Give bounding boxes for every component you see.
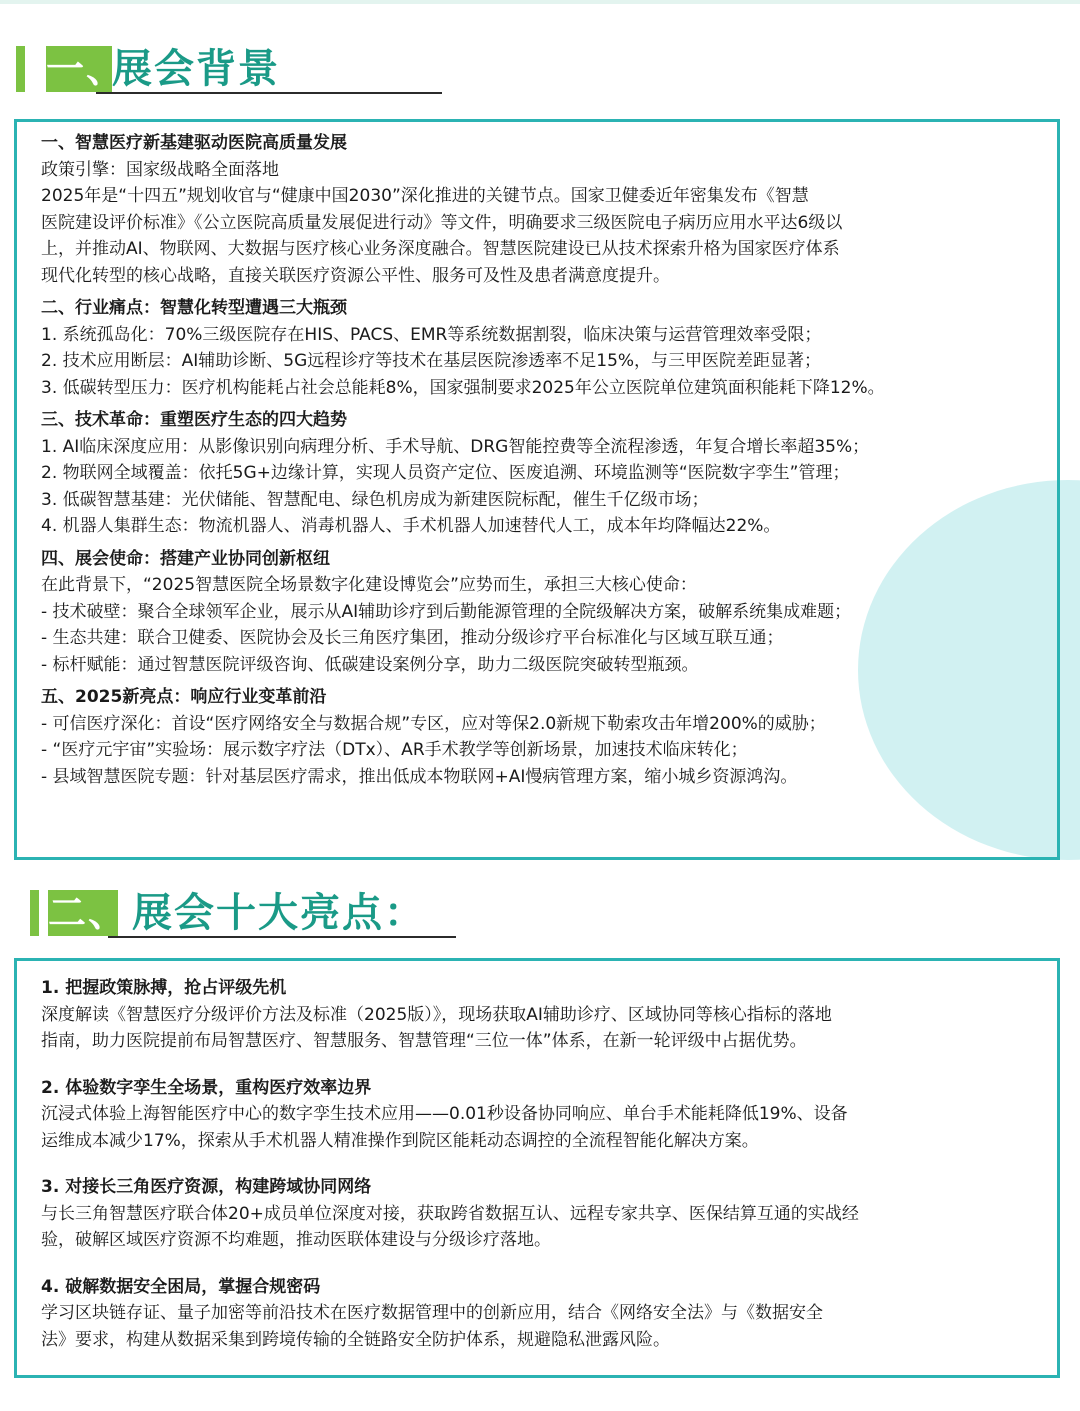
text-line: 学习区块链存证、量子加密等前沿技术在医疗数据管理中的创新应用，结合《网络安全法》与《数据安全	[41, 1303, 823, 1323]
text-line: 3. 低碳转型压力：医疗机构能耗占社会总能耗8%，国家强制要求2025年公立医院单位建筑面积能耗下降12%。	[41, 377, 885, 398]
text-line: 深度解读《智慧医疗分级评价方法及标准（2025版）》，现场获取AI辅助诊疗、区域协同等核心指标的落地	[41, 1004, 832, 1025]
highlight-heading: 4. 破解数据安全困局，掌握合规密码	[41, 1276, 321, 1297]
text-line: 现代化转型的核心战略，直接关联医疗资源公平性、服务可及性及患者满意度提升。	[41, 265, 670, 286]
text-line: 3. 低碳智慧基建：光伏储能、智慧配电、绿色机房成为新建医院标配，催生千亿级市场；	[41, 489, 709, 510]
group-heading: 五、2025新亮点：响应行业变革前沿	[41, 687, 327, 707]
text-line: - 可信医疗深化：首设“医疗网络安全与数据合规”专区，应对等保2.0新规下勒索攻击年增200%的威胁；	[41, 713, 826, 734]
text-line: 验，破解区域医疗资源不均难题，推动医联体建设与分级诊疗落地。	[41, 1230, 551, 1250]
title-underline	[96, 92, 442, 94]
highlight-heading: 1. 把握政策脉搏，抢占评级先机	[41, 978, 287, 998]
group-heading: 二、行业痛点：智慧化转型遭遇三大瓶颈	[41, 298, 347, 318]
highlight-heading: 2. 体验数字孪生全场景，重构医疗效率边界	[41, 1077, 372, 1098]
section-number: 一、	[46, 47, 127, 91]
section-number: 二、	[48, 891, 129, 935]
text-line: 医院建设评价标准》《公立医院高质量发展促进行动》等文件，明确要求三级医院电子病历应用水平达6级以	[41, 212, 843, 233]
top-decor-strip	[0, 0, 1080, 4]
text-line: 法》要求，构建从数据采集到跨境传输的全链路安全防护体系，规避隐私泄露风险。	[41, 1329, 670, 1350]
title-underline	[108, 936, 456, 938]
text-line: - 生态共建：联合卫健委、医院协会及长三角医疗集团，推动分级诊疗平台标准化与区域互联互通；	[41, 628, 784, 648]
highlight-heading: 3. 对接长三角医疗资源，构建跨域协同网络	[41, 1177, 372, 1197]
text-line: 2. 技术应用断层：AI辅助诊断、5G远程诊疗等技术在基层医院渗透率不足15%，与三甲医院差距显著；	[41, 351, 822, 371]
text-line: 2. 物联网全域覆盖：依托5G+边缘计算，实现人员资产定位、医废追溯、环境监测等“医院数字孪生”管理；	[41, 463, 850, 483]
text-line: 指南，助力医院提前布局智慧医疗、智慧服务、智慧管理“三位一体”体系，在新一轮评级中占据优势。	[41, 1031, 807, 1051]
background-content-box	[14, 119, 1060, 860]
accent-bar	[30, 890, 39, 936]
text-line: 运维成本减少17%，探索从手术机器人精准操作到院区能耗动态调控的全流程智能化解决方案。	[41, 1130, 759, 1151]
group-heading: 四、展会使命：搭建产业协同创新枢纽	[41, 548, 330, 569]
text-line: - 标杆赋能：通过智慧医院评级咨询、低碳建设案例分享，助力二级医院突破转型瓶颈。	[41, 654, 699, 675]
text-line: 在此背景下，“2025智慧医院全场景数字化建设博览会”应势而生，承担三大核心使命：	[41, 575, 697, 595]
text-line: 政策引擎：国家级战略全面落地	[41, 159, 279, 180]
text-line: 沉浸式体验上海智能医疗中心的数字孪生技术应用——0.01秒设备协同响应、单台手术能耗降低19%、设备	[41, 1104, 848, 1124]
section-title: 展会背景	[112, 46, 280, 92]
group-heading: 一、智慧医疗新基建驱动医院高质量发展	[41, 133, 347, 153]
highlights-content-box	[14, 958, 1060, 1378]
text-line: 与长三角智慧医疗联合体20+成员单位深度对接，获取跨省数据互认、远程专家共享、医保结算互通的实战经	[41, 1203, 859, 1224]
section-2-header	[16, 882, 476, 944]
text-line: 1. 系统孤岛化：70%三级医院存在HIS、PACS、EMR等系统数据割裂，临床决策与运营管理效率受限；	[41, 324, 822, 345]
section-title: 展会十大亮点：	[132, 890, 426, 936]
highlights-content	[41, 975, 1051, 1353]
text-line: 2025年是“十四五”规划收官与“健康中国2030”深化推进的关键节点。国家卫健委近年密集发布《智慧	[41, 186, 809, 206]
text-line: - 技术破壁：聚合全球领军企业，展示从AI辅助诊疗到后勤能源管理的全院级解决方案，破解系统集成难题；	[41, 601, 852, 622]
accent-bar	[16, 46, 25, 92]
text-line: 上，并推动AI、物联网、大数据与医疗核心业务深度融合。智慧医院建设已从技术探索升格为国家医疗体系	[41, 239, 840, 259]
group-heading: 三、技术革命：重塑医疗生态的四大趋势	[41, 410, 347, 430]
background-content	[41, 130, 1051, 790]
text-line: 4. 机器人集群生态：物流机器人、消毒机器人、手术机器人加速替代人工，成本年均降幅达22%。	[41, 516, 781, 536]
section-1-header	[16, 38, 456, 100]
text-line: - “医疗元宇宙”实验场：展示数字疗法（DTx）、AR手术教学等创新场景，加速技术临床转化；	[41, 740, 748, 760]
text-line: 1. AI临床深度应用：从影像识别向病理分析、手术导航、DRG智能控费等全流程渗透，年复合增长率超35%；	[41, 436, 870, 457]
text-line: - 县域智慧医院专题：针对基层医疗需求，推出低成本物联网+AI慢病管理方案，缩小城乡资源鸿沟。	[41, 766, 798, 787]
